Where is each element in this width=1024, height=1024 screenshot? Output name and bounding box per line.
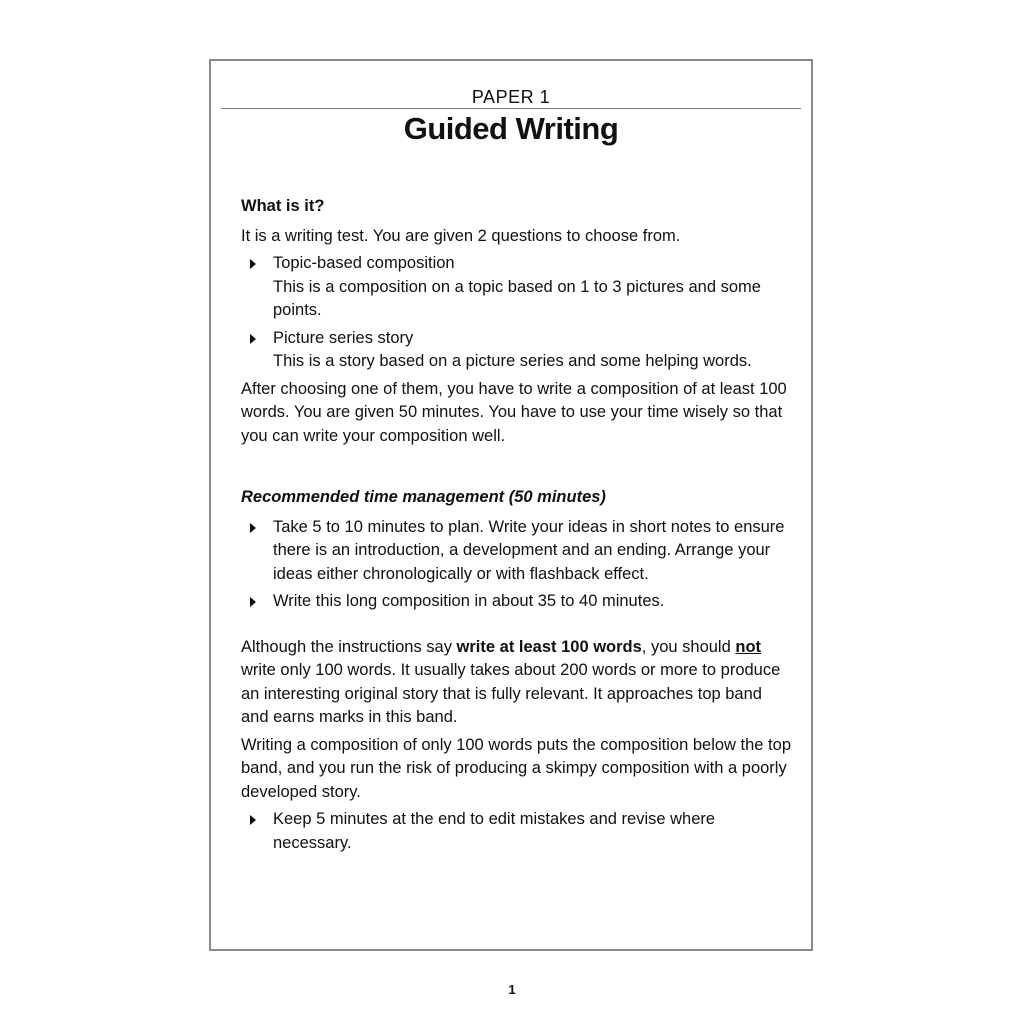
emphasis-bold: write at least 100 words	[456, 637, 642, 656]
list-item-plan	[241, 516, 791, 587]
bullet-title: Picture series story	[273, 328, 414, 347]
page-number: 1	[508, 982, 516, 997]
word-count-paragraph	[241, 636, 791, 730]
bullet-title: Topic-based composition	[273, 254, 455, 272]
list-item-edit	[241, 808, 791, 855]
list-item-write	[241, 590, 791, 614]
bullet-arrow-icon	[250, 334, 256, 344]
bullet-description: This is a story based on a picture series and some helping words.	[273, 352, 752, 370]
title-divider	[221, 108, 801, 109]
text-segment: write only 100 words. It usually takes about 200 words or more to produce an interesting original story that is fully relevant. It approaches top band and earns marks in this band.	[241, 661, 781, 726]
bullet-arrow-icon	[250, 815, 256, 825]
page-title: Guided Writing	[403, 111, 619, 146]
intro-paragraph: It is a writing test. You are given 2 questions to choose from.	[241, 226, 681, 245]
bullet-text: Keep 5 minutes at the end to edit mistakes and revise where necessary.	[273, 810, 716, 852]
risk-paragraph: Writing a composition of only 100 words puts the composition below the top band, and you run the risk of producing a skimpy composition with a poorly developed story.	[241, 735, 791, 801]
paper-label: PAPER 1	[471, 87, 551, 107]
bullet-description: This is a composition on a topic based on 1 to 3 pictures and some points.	[273, 277, 761, 319]
text-segment: Although the instructions say	[241, 637, 457, 656]
page-content	[241, 195, 791, 859]
bullet-arrow-icon	[250, 597, 256, 607]
closing-paragraph: After choosing one of them, you have to write a composition of at least 100 words. You are given 50 minutes. You have to use your time wisely so that you can write your composition well.	[241, 379, 787, 445]
bullet-text: Take 5 to 10 minutes to plan. Write your ideas in short notes to ensure there is an introduction, a development and an ending. Arrange your ideas either chronologically or with flashback effect.	[273, 517, 785, 583]
bullet-text: Write this long composition in about 35 to 40 minutes.	[273, 592, 665, 610]
emphasis-bold-underline: not	[735, 637, 762, 656]
list-item-picture-series	[241, 327, 791, 374]
bullet-arrow-icon	[250, 259, 256, 269]
bullet-arrow-icon	[250, 523, 256, 533]
text-segment: , you should	[641, 637, 736, 656]
page-frame	[209, 59, 813, 951]
section-heading-what-is-it: What is it?	[241, 197, 325, 215]
section-heading-time-management: Recommended time management (50 minutes)	[241, 488, 606, 506]
list-item-topic-based	[241, 252, 791, 323]
